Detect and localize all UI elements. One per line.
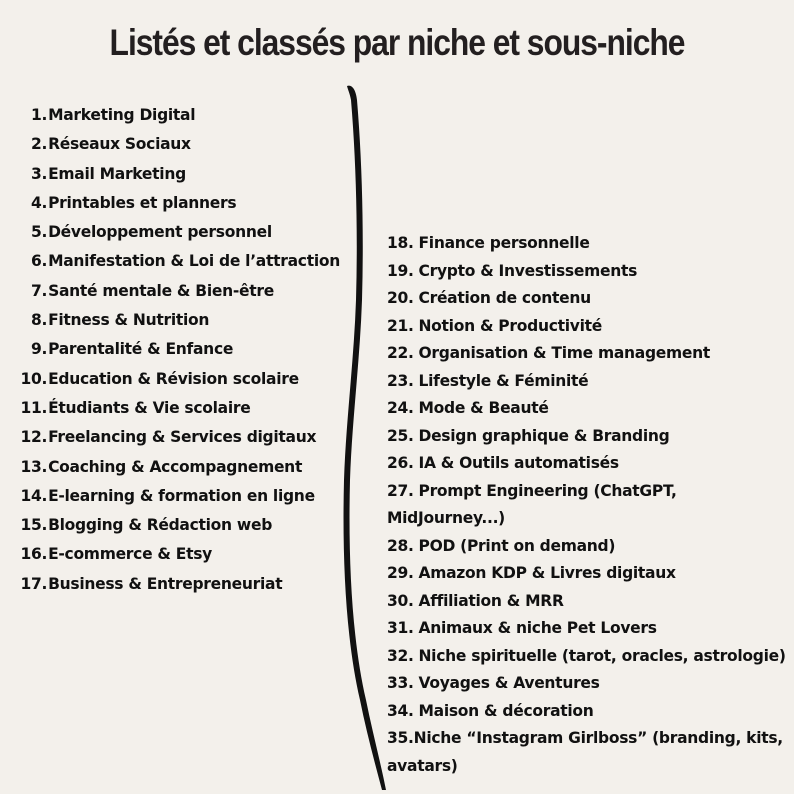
item-number: 3. bbox=[30, 163, 48, 183]
item-label: IA & Outils automatisés bbox=[418, 453, 619, 472]
item-number: 28. bbox=[387, 535, 414, 555]
item-label: Finance personnelle bbox=[418, 233, 590, 252]
item-label: POD (Print on demand) bbox=[418, 535, 616, 555]
item-label: Développement personnel bbox=[48, 222, 272, 242]
list-item bbox=[387, 422, 787, 450]
item-number: 30. bbox=[387, 590, 414, 610]
item-label: Étudiants & Vie scolaire bbox=[48, 397, 251, 417]
item-number: 19. bbox=[387, 260, 414, 280]
item-label: E-commerce & Etsy bbox=[48, 544, 212, 564]
item-label: Santé mentale & Bien-être bbox=[48, 280, 274, 300]
item-label: Animaux & niche Pet Lovers bbox=[418, 618, 657, 637]
item-number: 12. bbox=[20, 427, 48, 447]
item-label: Coaching & Accompagnement bbox=[48, 456, 303, 476]
item-number: 25. bbox=[387, 425, 414, 445]
item-number: 21. bbox=[387, 315, 414, 335]
list-item bbox=[387, 532, 787, 560]
item-number: 5. bbox=[30, 222, 48, 242]
item-number: 31. bbox=[387, 618, 414, 637]
item-number: 22. bbox=[387, 343, 414, 362]
item-number: 8. bbox=[30, 310, 48, 330]
list-item bbox=[18, 539, 353, 568]
item-number: 32. bbox=[387, 645, 414, 665]
item-number: 24. bbox=[387, 398, 414, 417]
list-item bbox=[18, 100, 353, 129]
list-item bbox=[387, 229, 787, 257]
list-item bbox=[18, 159, 353, 188]
item-number: 23. bbox=[387, 370, 414, 390]
item-label: Niche “Instagram Girlboss” (branding, kits, avatars) bbox=[387, 728, 783, 775]
item-number: 16. bbox=[20, 544, 48, 564]
item-number: 27. bbox=[387, 480, 414, 500]
item-label: Parentalité & Enfance bbox=[48, 339, 234, 359]
list-item bbox=[18, 305, 353, 334]
item-number: 7. bbox=[30, 280, 48, 300]
list-item bbox=[387, 477, 787, 532]
item-label: Mode & Beauté bbox=[418, 398, 549, 417]
item-number: 35. bbox=[387, 728, 414, 747]
item-label: Réseaux Sociaux bbox=[48, 134, 191, 154]
list-item bbox=[18, 569, 353, 598]
list-item bbox=[387, 394, 787, 422]
item-number: 4. bbox=[30, 192, 48, 212]
item-label: Blogging & Rédaction web bbox=[48, 515, 273, 535]
list-item bbox=[18, 334, 353, 363]
item-number: 6. bbox=[30, 251, 48, 271]
item-label: Notion & Productivité bbox=[418, 315, 602, 335]
list-item bbox=[387, 367, 787, 395]
item-number: 2. bbox=[30, 134, 48, 154]
list-item bbox=[387, 339, 787, 367]
item-label: Fitness & Nutrition bbox=[48, 310, 210, 330]
niche-list-left bbox=[18, 100, 363, 598]
item-number: 17. bbox=[20, 573, 48, 593]
item-label: Voyages & Aventures bbox=[418, 673, 600, 692]
niche-list-right bbox=[387, 229, 791, 779]
list-item bbox=[387, 587, 787, 615]
list-item bbox=[387, 559, 787, 587]
item-label: Manifestation & Loi de l’attraction bbox=[48, 251, 340, 271]
item-label: Marketing Digital bbox=[48, 105, 196, 124]
list-item bbox=[18, 188, 353, 217]
list-item bbox=[387, 614, 787, 642]
item-number: 11. bbox=[20, 397, 48, 417]
item-label: Education & Révision scolaire bbox=[48, 368, 299, 388]
item-label: Niche spirituelle (tarot, oracles, astrologie) bbox=[418, 645, 786, 665]
item-number: 1. bbox=[30, 105, 48, 124]
item-label: Crypto & Investissements bbox=[418, 260, 638, 280]
list-item bbox=[18, 393, 353, 422]
item-label: Design graphique & Branding bbox=[418, 425, 670, 445]
list-item bbox=[387, 284, 787, 312]
list-item bbox=[387, 312, 787, 340]
item-label: E-learning & formation en ligne bbox=[48, 485, 315, 505]
item-label: Affiliation & MRR bbox=[418, 590, 564, 610]
list-item bbox=[18, 217, 353, 246]
list-item bbox=[18, 422, 353, 451]
item-label: Prompt Engineering (ChatGPT, MidJourney...) bbox=[387, 480, 677, 527]
item-number: 34. bbox=[387, 700, 414, 720]
item-number: 33. bbox=[387, 673, 414, 692]
list-item bbox=[387, 257, 787, 285]
list-item bbox=[387, 669, 787, 697]
item-label: Création de contenu bbox=[418, 288, 591, 307]
item-label: Freelancing & Services digitaux bbox=[48, 427, 317, 447]
item-label: Lifestyle & Féminité bbox=[418, 370, 589, 390]
item-label: Organisation & Time management bbox=[418, 343, 711, 362]
item-number: 26. bbox=[387, 453, 414, 472]
item-number: 15. bbox=[20, 515, 48, 535]
list-item bbox=[387, 724, 787, 779]
list-item bbox=[18, 452, 353, 481]
item-number: 18. bbox=[387, 233, 414, 252]
list-item bbox=[18, 129, 353, 158]
item-number: 9. bbox=[30, 339, 48, 359]
list-item bbox=[18, 481, 353, 510]
item-number: 14. bbox=[20, 485, 48, 505]
item-number: 10. bbox=[20, 368, 48, 388]
item-label: Printables et planners bbox=[48, 192, 237, 212]
item-number: 20. bbox=[387, 288, 414, 307]
list-item bbox=[387, 642, 787, 670]
page-title: Listés et classés par niche et sous-niche bbox=[109, 22, 685, 63]
list-item bbox=[18, 364, 353, 393]
item-label: Email Marketing bbox=[48, 163, 186, 183]
list-item bbox=[18, 246, 353, 275]
item-label: Business & Entrepreneuriat bbox=[48, 573, 283, 593]
item-label: Maison & décoration bbox=[418, 700, 594, 720]
list-item bbox=[18, 276, 353, 305]
list-item bbox=[387, 697, 787, 725]
list-item bbox=[18, 510, 353, 539]
item-label: Amazon KDP & Livres digitaux bbox=[418, 563, 676, 582]
item-number: 29. bbox=[387, 563, 414, 582]
item-number: 13. bbox=[20, 456, 48, 476]
list-item bbox=[387, 449, 787, 477]
